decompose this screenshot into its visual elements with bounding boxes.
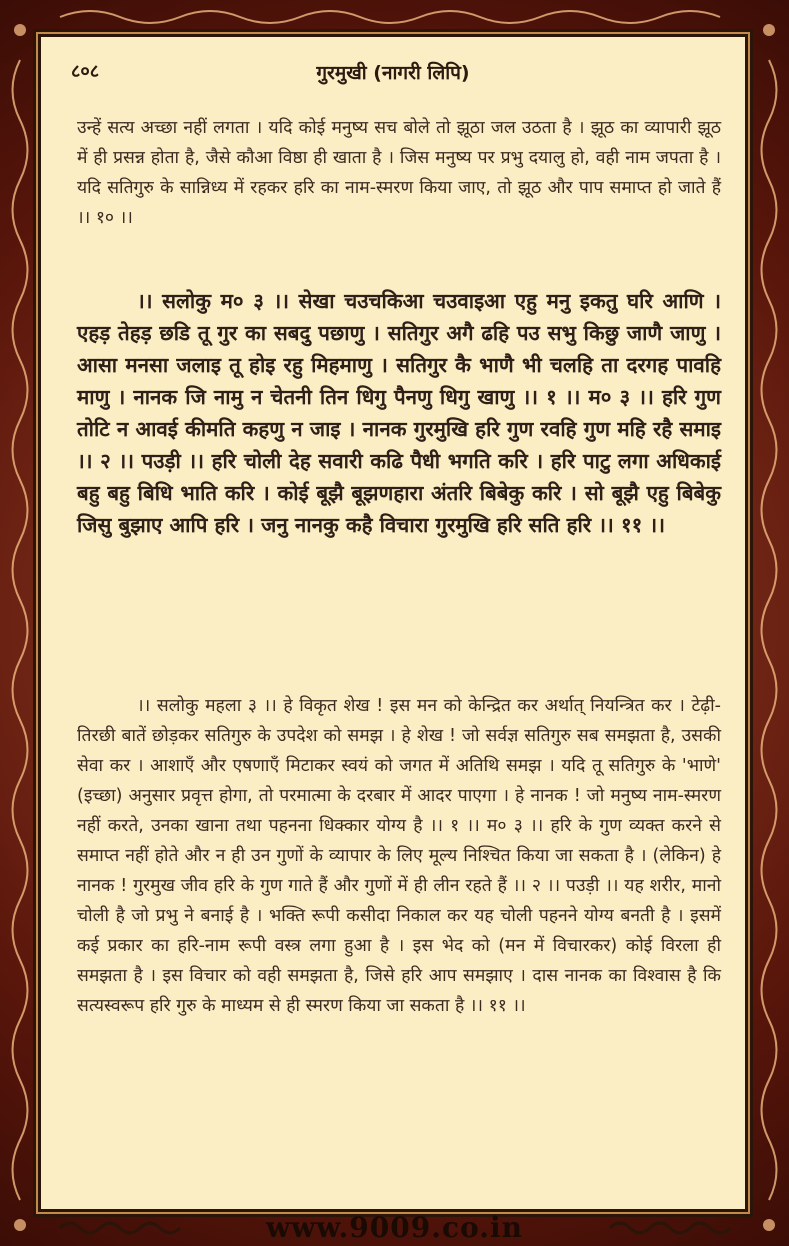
scripture-verse-block	[77, 285, 721, 541]
paragraph-text: ।। सलोकु महला ३ ।। हे विकृत शेख ! इस मन को केन्द्रित कर अर्थात् नियन्त्रित कर । टेढ़ी-तिरछी बातें छोड़कर सतिगुरु के उपदेश को समझ । हे शेख ! जो सर्वज्ञ सतिगुरु सब समझता है, उसकी सेवा कर । आशाएँ और एषणाएँ मिटाकर स्वयं को जगत में अतिथि समझ । यदि तू सतिगुरु के 'भाणे' (इच्छा) अनुसार प्रवृत्त होगा, तो परमात्मा के दरबार में आदर पाएगा । हे नानक ! जो मनुष्य नाम-स्मरण नहीं करते, उनका खाना तथा पहनना धिक्कार योग्य है ।। १ ।। म० ३ ।। हरि के गुण व्यक्त करने से समाप्त नहीं होते और न ही उन गुणों के व्यापार के लिए मूल्य निश्चित किया जा सकता है । (लेकिन) हे नानक ! गुरमुख जीव हरि के गुण गाते हैं और गुणों में ही लीन रहते हैं ।। २ ।। पउड़ी ।। यह शरीर, मानो चोली है जो प्रभु ने बनाई है । भक्ति रूपी कसीदा निकाल कर यह चोली पहनने योग्य बनती है । इसमें कई प्रकार का हरि-नाम रूपी वस्त्र लगा हुआ है । इस भेद को (मन में विचारकर) कोई विरला ही समझता है । इस विचार को वही समझता है, जिसे हरि आप समझाए । दास नानक का विश्वास है कि सत्यस्वरूप हरि गुरु के माध्यम से ही स्मरण किया जा सकता है ।। ११ ।।	[77, 696, 721, 1016]
verse-text: ।। सलोकु म० ३ ।। सेखा चउचकिआ चउवाइआ एहु मनु इकतु घरि आणि । एहड़ तेहड़ छडि तू गुर का सबदु पछाणु । सतिगुर अगै ढहि पउ सभु किछु जाणै जाणु । आसा मनसा जलाइ तू होइ रहु मिहमाणु । सतिगुर कै भाणै भी चलहि ता दरगह पावहि माणु । नानक जि नामु न चेतनी तिन धिगु पैनणु धिगु खाणु ।। १ ।। म० ३ ।। हरि गुण तोटि न आवई कीमति कहणु न जाइ । नानक गुरमुखि हरि गुण रवहि गुण महि रहै समाइ ।। २ ।। पउड़ी ।। हरि चोली देह सवारी कढि पैधी भगति करि । हरि पाटु लगा अधिकाई बहु बहु बिधि भाति करि । कोई बूझै बूझणहारा अंतरि बिबेकु करि । सो बूझै एहु बिबेकु जिसु बुझाए आपि हरि । जनु नानकु कहै विचारा गुरमुखि हरि सति हरि ।। ११ ।।	[77, 289, 721, 537]
page-title: गुरमुखी (नागरी लिपि)	[316, 62, 470, 84]
page-header	[41, 59, 745, 89]
paragraph-text: उन्हें सत्य अच्छा नहीं लगता । यदि कोई मनुष्य सच बोले तो झूठा जल उठता है । झूठ का व्यापारी झूठ में ही प्रसन्न होता है, जैसे कौआ विष्ठा ही खाता है । जिस मनुष्य पर प्रभु दयालु हो, वही नाम जपता है । यदि सतिगुरु के सान्निध्य में रहकर हरि का नाम-स्मरण किया जाए, तो झूठ और पाप समाप्त हो जाते हैं ।। १० ।।	[77, 118, 721, 228]
translation-paragraph-continued	[77, 113, 721, 233]
page-paper	[38, 34, 748, 1212]
website-watermark: www.9009.co.in	[266, 1211, 523, 1244]
page-number: ८०८	[71, 61, 100, 82]
translation-paragraph	[77, 691, 721, 1021]
